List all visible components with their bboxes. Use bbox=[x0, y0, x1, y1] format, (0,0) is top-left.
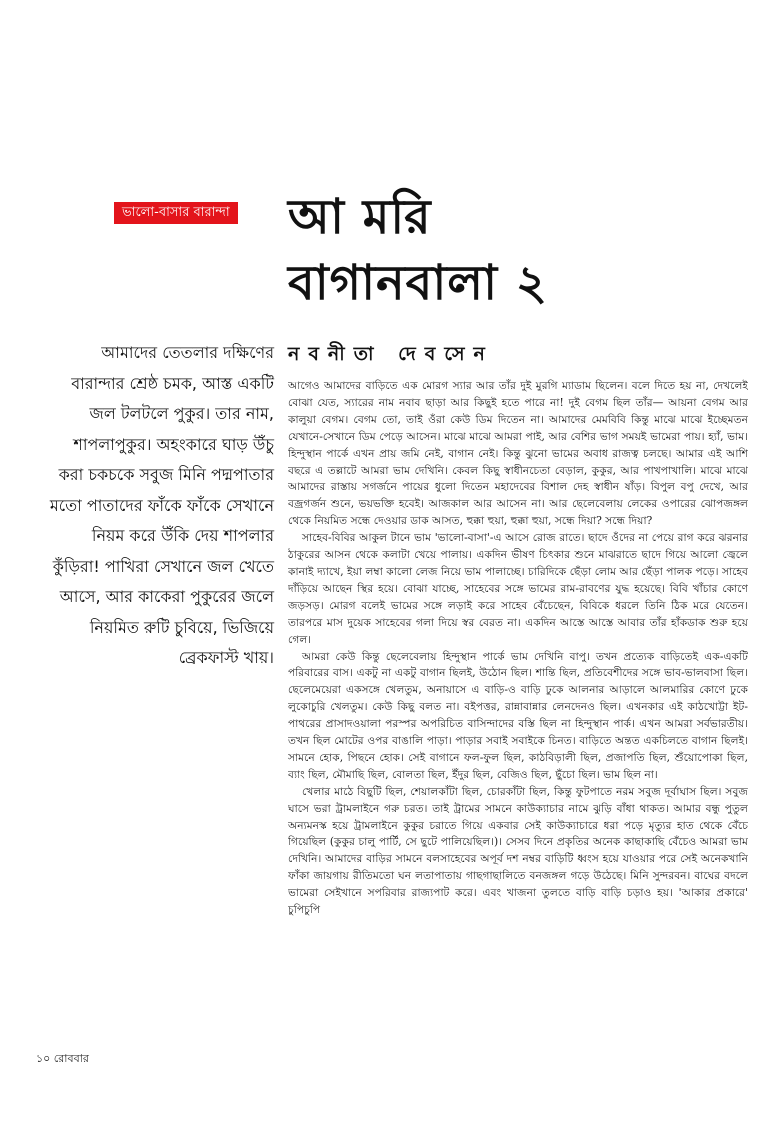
article-body bbox=[288, 378, 748, 1038]
title-line-1: আ মরি bbox=[288, 189, 432, 245]
body-paragraph-1: আগেও আমাদের বাড়িতে এক মোরগ স্যার আর তাঁর দুই মুরগি ম্যাডাম ছিলেন। বলে দিতে হয় না, দেখলেই বোঝা যেত, স্যারের নাম নবাব ছাড়া আর কিছুই হতে পারে না! দুই বেগম ছিল তাঁর— আয়না বেগম আর কালুয়া বেগম। বেগম তো, তাই ওঁরা কেউ ডিম দিতেন না। আমাদের মেমবিবি কিন্তু মাঝে মাঝে ইচ্ছেমতন যেখানে-সেখানে ডিম পেড়ে আসেন। মাঝে মাঝে আমরা পাই, আর বেশির ভাগ সময়ই ভামেরা পায়। হ্যাঁ, ভাম। হিন্দুস্থান পার্কে এখন প্রায় জমি নেই, বাগান নেই। কিন্তু ঝুনো ভামের অবাধ রাজত্ব চলছে। আমার এই আশি বছরে এ তল্লাটে আমরা ভাম দেখিনি। কেবল কিছু স্বাধীনচেতা বেড়াল, কুকুর, আর পাখপাখালি। মাঝে মাঝে আমাদের রাস্তায় সগর্জনে পায়ের ধুলো দিতেন মহাদেবের বিশাল দেহ স্বাধীন ষাঁড়। বিপুল বপু দেখে, আর বজ্রগর্জন শুনে, ভয়ভক্তি হবেই। আজকাল আর আসেন না। আর ছেলেবেলায় লেকের ওপারের ঝোপজঙ্গল থেকে নিয়মিত সন্ধে দেওয়ার ডাক আসত, হুক্কা হুয়া, হুক্কা হুয়া, সন্ধে দিয়া? সন্ধে দিয়া? bbox=[288, 379, 748, 528]
title-line-2: বাগানবালা ২ bbox=[288, 255, 548, 311]
author-name: নবনীতা দেবসেন bbox=[288, 343, 494, 365]
body-paragraph-3: আমরা কেউ কিন্তু ছেলেবেলায় হিন্দুস্থান পার্কে ভাম দেখিনি বাপু। তখন প্রত্যেক বাড়িতেই এক-একটি পরিবারের বাস। একটু না একটু বাগান ছিলই, উঠোন ছিল। শান্তি ছিল, প্রতিবেশীদের সঙ্গে ভাব-ভালবাসা ছিল। ছেলেমেয়েরা একসঙ্গে খেলতুম, অনায়াসে এ বাড়ি-ও বাড়ি ঢুকে আলনার আড়ালে আলমারির কোণে ঢুকে লুকোচুরি খেলতুম। কেউ কিছু বলত না। বইপত্তর, রান্নাবান্নার লেনদেনও ছিল। এখনকার এই কাঠখোট্টা ইট-পাথরের প্রাসাদওয়ালা পরস্পর অপরিচিত বাসিন্দাদের বস্তি ছিল না হিন্দুস্থান পার্ক। এখন আমরা সর্বভারতীয়। তখন ছিল মোটের ওপর বাঙালি পাড়া। পাড়ার সবাই সবাইকে চিনত। বাড়িতে অন্তত একচিলতে বাগান ছিলই। সামনে হোক, পিছনে হোক। সেই বাগানে ফল-ফুল ছিল, কাঠবিড়ালী ছিল, প্রজাপতি ছিল, শুঁয়োপোকা ছিল, ব্যাং ছিল, মৌমাছি ছিল, বোলতা ছিল, ইঁদুর ছিল, বেজিও ছিল, ছুঁচো ছিল। ভাম ছিল না। bbox=[288, 649, 748, 781]
pull-quote: আমাদের তেতলার দক্ষিণের বারান্দার শ্রেষ্ঠ চমক, আস্ত একটি জল টলটলে পুকুর। তার নাম, শাপলাপুকুর। অহংকারে ঘাড় উঁচু করা চকচকে সবুজ মিনি পদ্মপাতার মতো পাতাদের ফাঁকে ফাঁকে সেখানে নিয়ম করে উঁকি দেয় শাপলার কুঁড়িরা! পাখিরা সেখানে জল খেতে আসে, আর কাকেরা পুকুরের জলে নিয়মিত রুটি চুবিয়ে, ভিজিয়ে ব্রেকফাস্ট খায়। bbox=[49, 343, 274, 667]
section-tag: ভালো-বাসার বারান্দা bbox=[114, 202, 238, 224]
page-footer: ১০ রোববার bbox=[36, 1052, 89, 1065]
article-title bbox=[288, 184, 748, 316]
body-paragraph-4: খেলার মাঠে বিছুটি ছিল, শেয়ালকাঁটা ছিল, চোরকাঁটা ছিল, কিন্তু ফুটপাতে নরম সবুজ দূর্বাঘাস ছিল। সবুজ ঘাসে ভরা ট্রামলাইনে গরু চরত। তাই ট্রামের সামনে কাউক্যাচার নামে ঝুড়ি বাঁধা থাকত। আমার বন্ধু পুতুল অন্যমনস্ক হয়ে ট্রামলাইনে কুকুর চরাতে গিয়ে একবার সেই কাউক্যাচারে ধরা পড়ে মৃত্যুর হাত থেকে বেঁচে গিয়েছিল (কুকুর চালু পার্টি, সে ছুটে পালিয়েছিল।)। সেসব দিনে প্রকৃতির অনেক কাছাকাছি বেঁচেও আমরা ভাম দেখিনি। আমাদের বাড়ির সামনে বলসাহেবের অপূর্ব দশ নম্বর বাড়িটি ধ্বংস হয়ে যাওয়ার পরে সেই অনেকখানি ফাঁকা জায়গায় রীতিমতো ঘন লতাপাতায় গাছগাছালিতে বনজঙ্গল গড়ে উঠেছে। মিনি সুন্দরবন। বাঘের বদলে ভামেরা সেইখানে সপরিবার রাজ্যপাট করে। এবং খাজনা তুলতে বাড়ি বাড়ি চড়াও হয়। 'আকার প্রকারে' চুপিচুপি bbox=[288, 784, 748, 917]
body-paragraph-2: সাহেব-বিবির আকুল টানে ভাম 'ভালো-বাসা'-এ আসে রোজ রাতে। ছাদে ওঁদের না পেয়ে রাগ করে ঝরনার ঠাকুরের আসন থেকে কলাটা খেয়ে পালায়। একদিন ভীষণ চিৎকার শুনে মাঝরাতে ছাদে গিয়ে আলো জ্বেলে কানাই দ্যাখে, ইয়া লম্বা কালো লেজ নিয়ে ভাম পালাচ্ছে। চারিদিকে ছেঁড়া লোম আর ছেঁড়া পালক পড়ে। সাহেব দাঁড়িয়ে আছেন স্থির হয়ে। বোঝা যাচ্ছে, সাহেবের সঙ্গে ভামের রাম-রাবণের যুদ্ধ হয়েছে। বিবি খাঁচার কোণে জড়সড়। মোরগ বলেই ভামের সঙ্গে লড়াই করে সাহেব বেঁচেছেন, বিবিকে ধরলে তিনি ঠিক মরে যেতেন। তারপরে মাস দুয়েক সাহেবের গলা দিয়ে স্বর বেরত না। একদিন আস্তে আস্তে আবার তাঁর হাঁকডাক শুরু হয়ে গেল। bbox=[288, 531, 748, 646]
